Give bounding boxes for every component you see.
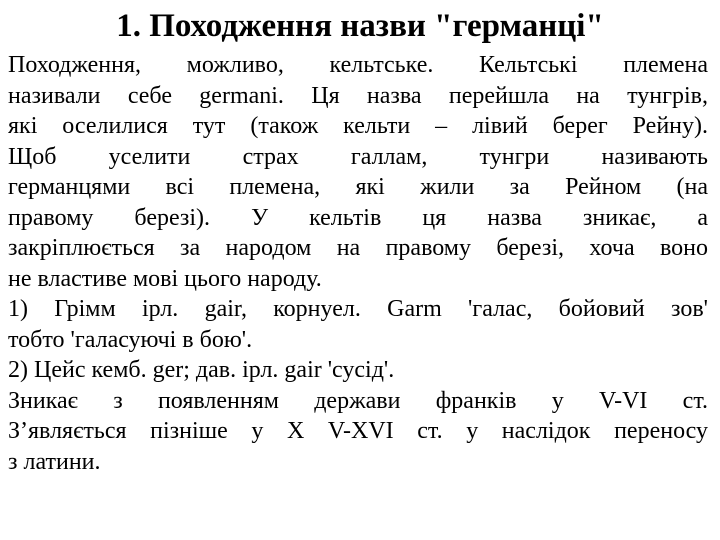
text-line: які оселилися тут (також кельти – лівий берег Рейну). xyxy=(8,113,708,139)
text-line: з латини. xyxy=(8,448,101,475)
text-line: Зникає з появленням держави франків у V-VI ст. xyxy=(8,387,708,414)
text-line: 2) Цейс кемб. ger; дав. ірл. gair 'сусід'. xyxy=(8,357,395,383)
text-line: не властиве мові цього народу. xyxy=(8,265,322,292)
text-line: германцями всі племена, які жили за Рейном (на xyxy=(8,174,708,200)
paragraph-disappearance xyxy=(8,386,708,478)
text-line: Походження, можливо, кельтське. Кельтські племена xyxy=(8,52,708,78)
text-line: називали себе germani. Ця назва перейшла на тунгрів, xyxy=(8,82,708,109)
paragraph-origin xyxy=(8,50,708,294)
text-line: правому березі). У кельтів ця назва зникає, а xyxy=(8,204,708,231)
slide-title: 1. Походження назви "германці" xyxy=(116,8,604,44)
text-line: 1) Грімм ірл. gair, корнуел. Garm 'галас, бойовий зов' xyxy=(8,296,708,322)
text-line: закріплюється за народом на правому березі, хоча воно xyxy=(8,235,708,261)
text-line: тобто 'галасуючі в бою'. xyxy=(8,326,253,353)
slide-body xyxy=(8,50,708,477)
text-line: З’являється пізніше у Х V-XVI ст. у наслідок переносу xyxy=(8,418,708,444)
paragraph-grimm xyxy=(8,294,708,355)
text-line: Щоб уселити страх галлам, тунгри називають xyxy=(8,143,708,170)
paragraph-zeuss xyxy=(8,355,708,386)
